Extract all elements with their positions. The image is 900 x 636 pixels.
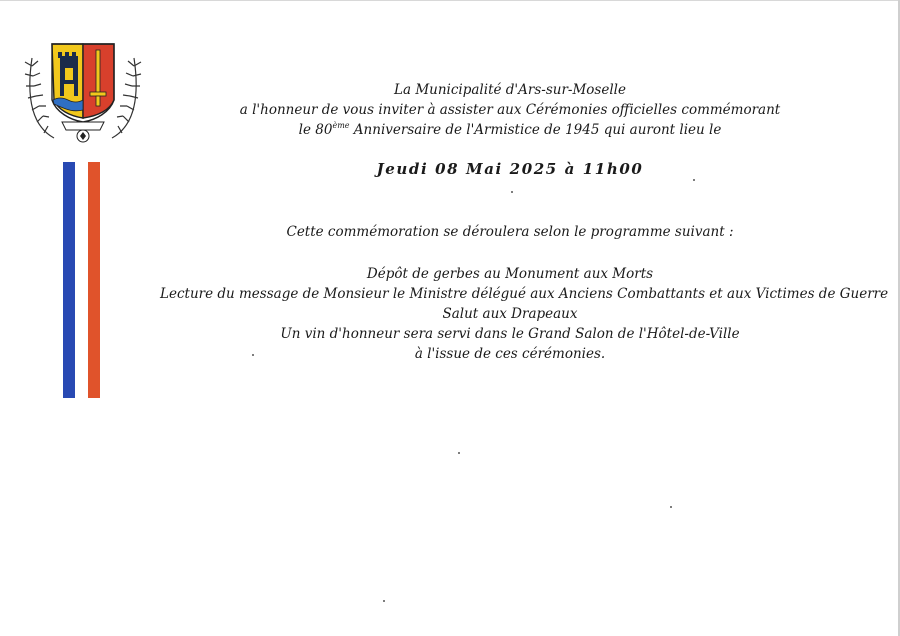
- programme-item: Dépôt de gerbes au Monument aux Morts: [366, 266, 654, 282]
- coat-of-arms-icon: [22, 38, 144, 148]
- mural-crown: [62, 122, 104, 130]
- flag-stripe-blue: [63, 162, 75, 398]
- municipality-line: La Municipalité d'Ars-sur-Moselle: [394, 82, 626, 98]
- scan-speck: [252, 354, 254, 356]
- scan-speck: [670, 506, 672, 508]
- laurel-branch-right: [112, 58, 141, 138]
- tower: [58, 52, 78, 96]
- scan-speck: [383, 600, 385, 602]
- scan-speck: [693, 179, 695, 181]
- scan-speck: [458, 452, 460, 454]
- invitation-line: a l'honneur de vous inviter à assister aux Cérémonies officielles commémorant: [239, 102, 781, 118]
- anniversary-line: le 80ème Anniversaire de l'Armistice de 1945 qui auront lieu le: [298, 121, 722, 138]
- medal: [77, 130, 89, 142]
- invitation-intro: [160, 80, 860, 140]
- event-date: Jeudi 08 Mai 2025 à 11h00: [376, 160, 644, 178]
- programme-item: à l'issue de ces cérémonies.: [414, 346, 606, 362]
- programme-item: Salut aux Drapeaux: [442, 306, 578, 322]
- flag-stripe-red: [88, 162, 100, 398]
- programme-item: Lecture du message de Monsieur le Ministre délégué aux Anciens Combattants et aux Victimes de Guerre: [160, 286, 889, 302]
- programme-intro: Cette commémoration se déroulera selon le programme suivant :: [286, 224, 734, 240]
- scan-speck: [511, 191, 513, 193]
- programme-list: [160, 264, 889, 364]
- page-edge-top: [0, 0, 900, 1]
- programme-item: Un vin d'honneur sera servi dans le Grand Salon de l'Hôtel-de-Ville: [280, 326, 740, 342]
- laurel-branch-left: [25, 58, 54, 138]
